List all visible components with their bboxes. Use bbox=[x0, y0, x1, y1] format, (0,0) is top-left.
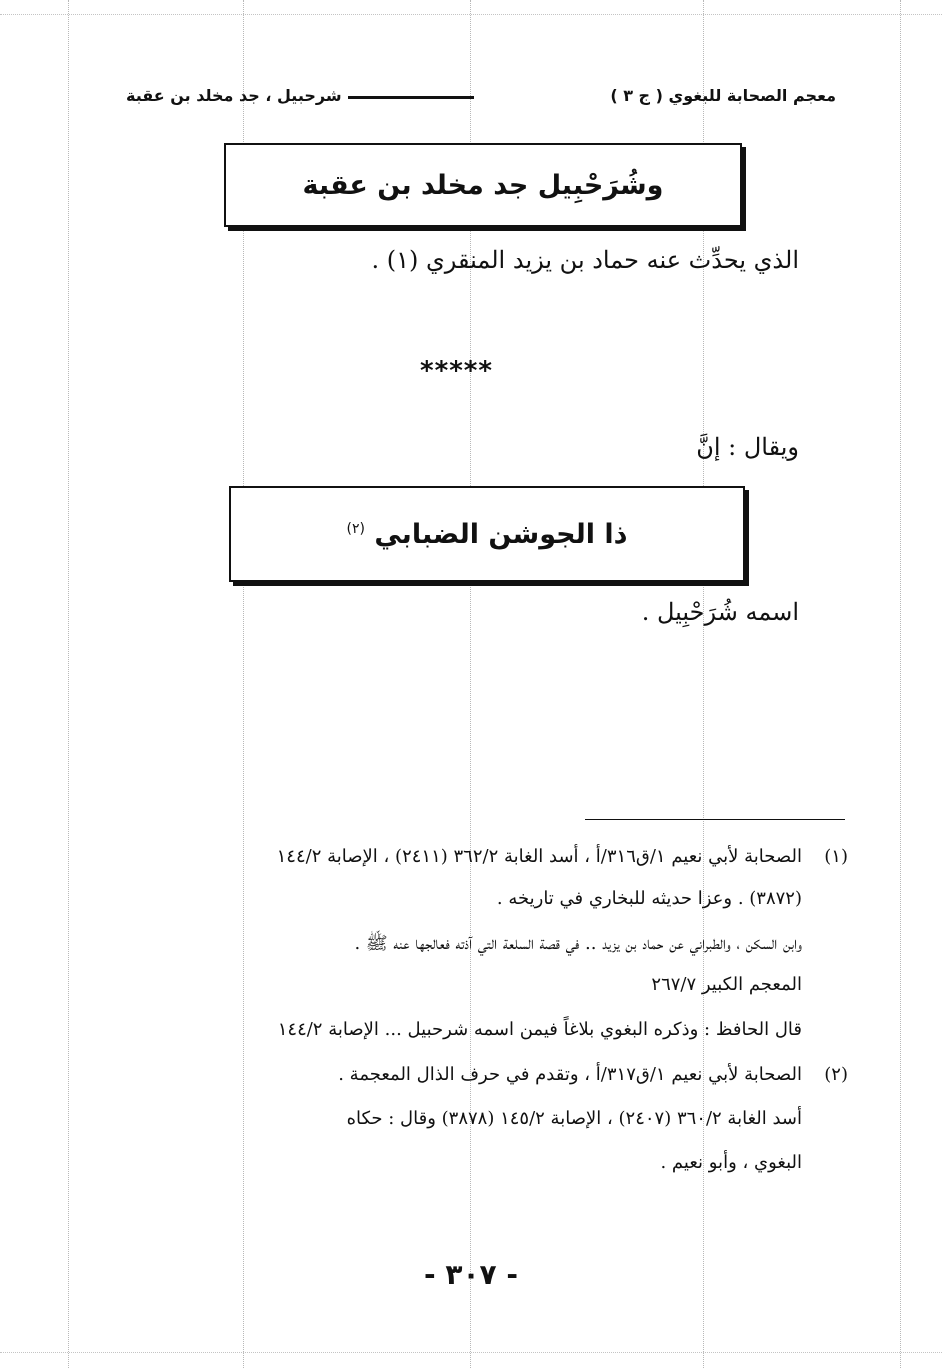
scan-guide-line bbox=[0, 14, 942, 15]
scan-guide-line bbox=[900, 0, 901, 1368]
footnote-number: (٢) bbox=[824, 1064, 848, 1085]
entry-title-text: ذا الجوشن الضبابي bbox=[374, 518, 628, 550]
footnote-line: أسد الغابة ٣٦٠/٢ (٢٤٠٧) ، الإصابة ١٤٥/٢ (٣٨٧٨) وقال : حكاه bbox=[346, 1108, 802, 1129]
entry-title: وشُرَحْبِيل جد مخلد بن عقبة bbox=[302, 169, 664, 201]
footnote-line: قال الحافظ : وذكره البغوي بلاغاً فيمن اسمه شرحبيل ... الإصابة ١٤٤/٢ bbox=[277, 1019, 802, 1040]
footnote-rule bbox=[585, 819, 845, 820]
section-separator: ***** bbox=[420, 356, 493, 386]
scan-guide-line bbox=[0, 1352, 942, 1353]
footnote-line: البغوي ، وأبو نعيم . bbox=[660, 1152, 802, 1173]
scan-guide-line bbox=[68, 0, 69, 1368]
page-number: - ٣٠٧ - bbox=[423, 1258, 519, 1291]
footnote-line: الصحابة لأبي نعيم ١/ق٣١٧/أ ، وتقدم في حرف الذال المعجمة . bbox=[338, 1064, 802, 1085]
entry-title bbox=[346, 519, 627, 550]
footnote-line: وابن السكن ، والطبراني عن حماد بن يزيد .. في قصة السلعة التي آذته فعالجها عنه ﷺ . bbox=[354, 933, 802, 954]
entry-text: اسمه شُرَحْبِيل . bbox=[641, 598, 799, 626]
footnote-ref: (٢) bbox=[346, 520, 365, 537]
book-title: معجم الصحابة للبغوي ( ج ٣ ) bbox=[610, 86, 836, 105]
entry-title-box bbox=[224, 143, 742, 227]
entry-title-box bbox=[229, 486, 745, 582]
transition-text: ويقال : إنَّ bbox=[696, 433, 799, 461]
footnote-number: (١) bbox=[824, 846, 848, 867]
footnote-line: (٣٨٧٢) . وعزا حديثه للبخاري في تاريخه . bbox=[496, 888, 802, 909]
entry-title-header: شرحبيل ، جد مخلد بن عقبة bbox=[126, 86, 342, 105]
running-head bbox=[126, 86, 836, 116]
header-rule bbox=[348, 96, 474, 99]
footnote-line: المعجم الكبير ٢٦٧/٧ bbox=[651, 974, 802, 995]
entry-text: الذي يحدِّث عنه حماد بن يزيد المنقري (١) . bbox=[371, 246, 799, 274]
footnote-line: الصحابة لأبي نعيم ١/ق٣١٦/أ ، أسد الغابة ٣٦٢/٢ (٢٤١١) ، الإصابة ١٤٤/٢ bbox=[276, 846, 802, 867]
